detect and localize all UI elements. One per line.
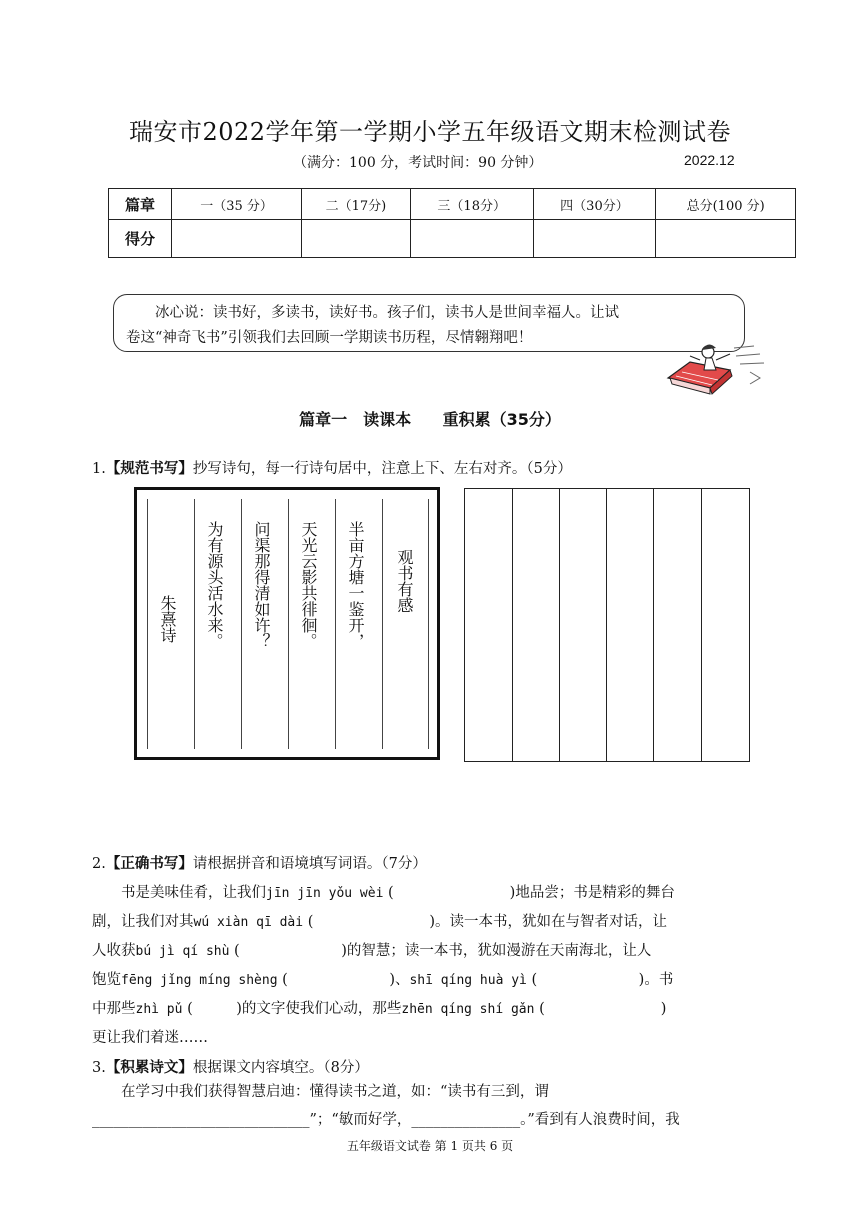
score-cell[interactable]: [302, 220, 411, 258]
score-table-row-label: 篇章: [109, 189, 172, 220]
passage-text: 在学习中我们获得智慧启迪：懂得读书之道，如：“读书有三到，谓: [121, 1084, 549, 1100]
intro-speech-bubble: [113, 294, 745, 352]
poem-line: 半亩方塘一鉴开，: [346, 521, 365, 649]
score-table-header: 三（18分）: [410, 189, 533, 220]
question-2: [92, 852, 427, 873]
poem-line: 天光云影共徘徊。: [299, 521, 318, 649]
poem-line: 为有源头活水来。: [205, 521, 224, 649]
passage-text: 中那些: [92, 1001, 136, 1017]
intro-line: 冰心说：读书好，多读书，读好书。孩子们，读书人是世间幸福人。让试: [155, 305, 619, 321]
answer-blank[interactable]: ( ): [539, 1001, 667, 1017]
question-text: 根据课文内容填空。（8分）: [192, 1060, 369, 1076]
poem-title: 观书有感: [395, 549, 414, 613]
question-text: 请根据拼音和语境填写词语。（7分）: [192, 856, 427, 872]
question-number: 3.: [92, 1060, 106, 1076]
score-table-header: 总分(100 分): [656, 189, 796, 220]
answer-blank[interactable]: ( )的智慧；读一本书，犹如漫游在天南海北，让人: [234, 943, 652, 959]
poem-line: 问渠那得清如许？: [252, 521, 271, 649]
score-table-header: 二（17分): [302, 189, 411, 220]
pinyin: wú xiàn qī dài: [193, 915, 304, 930]
score-cell[interactable]: [410, 220, 533, 258]
exam-date: 2022.12: [684, 152, 735, 168]
passage-text: 书是美味佳肴，让我们: [121, 885, 266, 901]
question-1: [92, 457, 572, 478]
answer-blank[interactable]: ( )。读一本书，犹如在与智者对话，让: [307, 914, 667, 930]
flying-book-icon: [660, 326, 772, 400]
question-number: 2.: [92, 856, 106, 872]
answer-blank[interactable]: ( )地品尝；书是精彩的舞台: [388, 885, 675, 901]
copy-writing-grid[interactable]: [464, 488, 750, 762]
pinyin: zhēn qíng shí gǎn: [401, 1002, 535, 1017]
score-cell[interactable]: [656, 220, 796, 258]
exam-info: （满分：100 分，考试时间：90 分钟）: [293, 155, 543, 171]
score-table-row-label: 得分: [109, 220, 172, 258]
question-tag: 【正确书写】: [105, 856, 193, 872]
pinyin: jīn jīn yǒu wèi: [266, 886, 384, 901]
score-cell[interactable]: [533, 220, 656, 258]
passage-text: 人收获: [92, 943, 136, 959]
score-table: [108, 188, 796, 258]
pinyin: zhì pǔ: [135, 1002, 183, 1017]
page-footer: 五年级语文试卷 第 1 页共 6 页: [346, 1139, 514, 1153]
score-cell[interactable]: [172, 220, 302, 258]
poem-author: 朱熹诗: [158, 595, 177, 643]
question-tag: 【积累诗文】: [105, 1060, 193, 1076]
intro-line: 卷这“神奇飞书”引领我们去回顾一学期读书历程，尽情翱翔吧！: [126, 330, 533, 346]
passage-text: 饱览: [92, 972, 121, 988]
pinyin: bú jì qí shù: [135, 944, 230, 959]
question-text: 抄写诗句，每一行诗句居中，注意上下、左右对齐。（5分）: [192, 461, 572, 477]
score-table-header: 一（35 分）: [172, 189, 302, 220]
question-3: [92, 1056, 369, 1077]
passage-text: 更让我们着迷……: [92, 1030, 208, 1046]
question-3-passage: [92, 1078, 782, 1134]
poem-model-box: [134, 487, 440, 760]
score-table-header: 四（30分）: [533, 189, 656, 220]
answer-blank[interactable]: ( )。书: [531, 972, 674, 988]
chapter-heading: 篇章一 读课本 重积累（35分）: [299, 410, 561, 429]
passage-text: 剧，让我们对其: [92, 914, 194, 930]
pinyin: fēng jǐng míng shèng: [121, 973, 278, 988]
question-2-passage: [92, 879, 782, 1053]
fill-in-blank-line[interactable]: ______________________________”；“敏而好学，_______________。”看到有人浪费时间，我: [92, 1112, 680, 1128]
question-number: 1.: [92, 461, 106, 477]
pinyin: shī qíng huà yì: [409, 973, 527, 988]
answer-blank[interactable]: ( )的文字使我们心动，那些: [187, 1001, 402, 1017]
answer-blank[interactable]: ( )、: [282, 972, 410, 988]
page-title: 瑞安市2022学年第一学期小学五年级语文期末检测试卷: [128, 118, 732, 146]
question-tag: 【规范书写】: [105, 461, 193, 477]
